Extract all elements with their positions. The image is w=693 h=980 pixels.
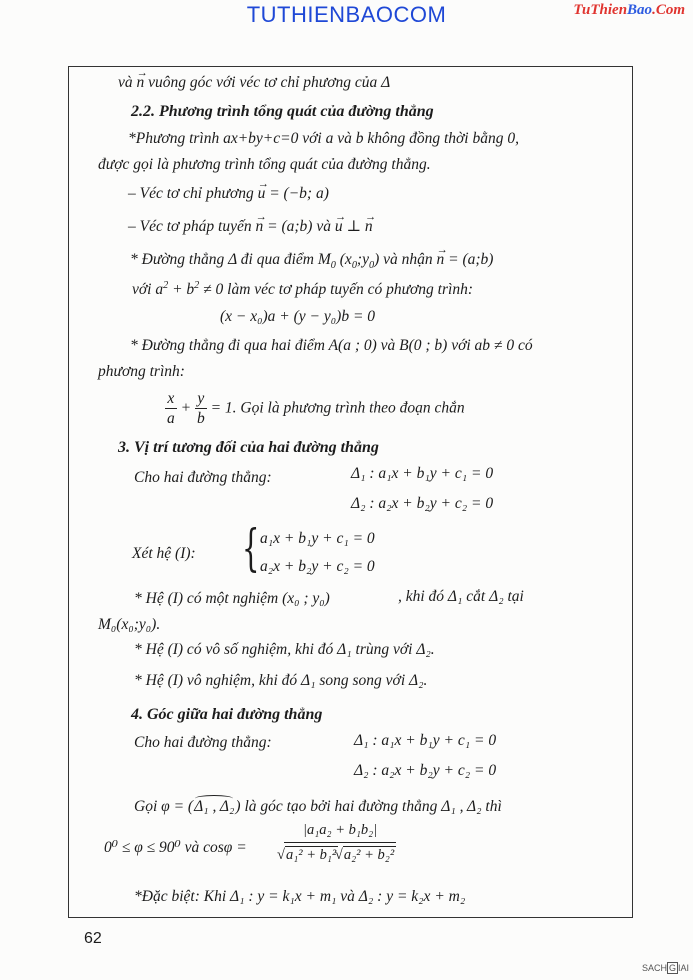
cos-numerator: |a₁a₂ + b₁b₂| bbox=[284, 822, 396, 843]
vector-n: → n bbox=[437, 252, 445, 268]
intro-line bbox=[118, 75, 390, 91]
case-one-solution: * Hệ (I) có một nghiệm (x₀ ; y₀) bbox=[134, 590, 330, 607]
point-normal-text-e: = (a;b) bbox=[444, 251, 494, 268]
cos-fraction bbox=[284, 822, 396, 864]
perp-symbol: ⊥ bbox=[342, 218, 365, 235]
general-eq-text-2: được gọi là phương trình tổng quát của đường thẳng. bbox=[98, 156, 431, 173]
normal-vector-line bbox=[128, 219, 373, 235]
point-normal-text-c: ;y bbox=[356, 251, 369, 268]
condition-c: ≠ 0 làm véc tơ pháp tuyến có phương trình: bbox=[199, 281, 473, 298]
watermark bbox=[642, 962, 689, 974]
brace-symbol: { bbox=[242, 519, 260, 577]
general-eq-text-1: *Phương trình ax+by+c=0 với a và b không đồng thời bằng 0, bbox=[128, 130, 519, 147]
denominator-a: a bbox=[167, 410, 175, 428]
intercept-equation: $\frac{x}{a}$ + $\frac{y}{b}$ = 1. Gọi là phương trình theo đoạn chắn bbox=[167, 390, 465, 428]
normal-expr: = (a;b) và bbox=[263, 218, 335, 235]
logo-part-1: TuThien bbox=[573, 2, 628, 18]
point-normal-line: * Đường thẳng Δ đi qua điểm $M_0$ $(x_0;y_0)$ và nhận → n = (a;b) bbox=[130, 252, 493, 268]
direction-label: – Véc tơ chỉ phương bbox=[128, 185, 258, 202]
direction-expr: = (−b; a) bbox=[265, 185, 329, 202]
condition-a: với a bbox=[132, 281, 164, 298]
site-logo bbox=[573, 2, 685, 19]
angle-definition bbox=[134, 799, 502, 815]
vector-n: → n bbox=[256, 219, 264, 235]
line-1-equation: Δ₁ : a₁x + b₁y + c₁ = 0 bbox=[351, 465, 494, 482]
point-normal-equation: (x − x₀)a + (y − y₀)b = 0 bbox=[220, 308, 376, 325]
case-one-intersect: , khi đó Δ₁ cắt Δ₂ tại bbox=[398, 588, 524, 605]
point-normal-text-a: * Đường thẳng Δ đi qua điểm M bbox=[130, 251, 331, 268]
two-points-text-1: * Đường thẳng đi qua hai điểm A(a ; 0) và B(0 ; b) với ab ≠ 0 có bbox=[130, 337, 533, 354]
case-one-point: M₀(x₀;y₀). bbox=[98, 616, 161, 633]
angle-arc: Δ₁ , Δ₂ bbox=[194, 798, 235, 815]
heading-2-2: 2.2. Phương trình tổng quát của đường thẳng bbox=[131, 103, 434, 120]
cos-denominator bbox=[284, 843, 396, 864]
point-normal-text-d: ) và nhận bbox=[374, 251, 437, 268]
direction-vector-line bbox=[128, 186, 329, 202]
denominator-b: b bbox=[196, 410, 205, 428]
intro-text-a: và bbox=[118, 74, 137, 91]
normal-label: – Véc tơ pháp tuyến bbox=[128, 218, 256, 235]
watermark-right: IAI bbox=[677, 963, 689, 973]
angle-range-cos: 0⁰ ≤ φ ≤ 90⁰ và cosφ = bbox=[104, 839, 247, 856]
numerator-y: y bbox=[195, 389, 207, 409]
page-number: 62 bbox=[84, 930, 102, 947]
system-label: Xét hệ (I): bbox=[132, 545, 196, 562]
line-2-equation-4: Δ₂ : a₂x + b₂y + c₂ = 0 bbox=[354, 762, 497, 779]
intro-text-b: vuông góc với véc tơ chỉ phương của Δ bbox=[144, 74, 391, 91]
angle-text-a: Gọi φ = ( bbox=[134, 798, 194, 815]
system-eq-1: a₁x + b₁y + c₁ = 0 bbox=[260, 530, 375, 547]
case-infinite-solutions: * Hệ (I) có vô số nghiệm, khi đó Δ₁ trùng với Δ₂. bbox=[134, 641, 435, 658]
case-no-solution: * Hệ (I) vô nghiệm, khi đó Δ₁ song song với Δ₂. bbox=[134, 672, 428, 689]
watermark-left: SACH bbox=[641, 963, 667, 973]
system-of-equations bbox=[242, 519, 402, 582]
point-normal-text-b: (x bbox=[335, 251, 352, 268]
fraction-y-over-b bbox=[195, 389, 207, 429]
given-two-lines-4: Cho hai đường thẳng: bbox=[134, 734, 272, 751]
logo-part-3: .Com bbox=[652, 2, 685, 18]
angle-text-b: ) là góc tạo bởi hai đường thẳng Δ₁ , Δ₂ thì bbox=[235, 798, 502, 815]
fraction-x-over-a bbox=[165, 389, 177, 429]
intercept-text: = 1. Gọi là phương trình theo đoạn chắn bbox=[206, 399, 465, 417]
site-title: TUTHIENBAOCOM bbox=[246, 2, 447, 27]
vector-n: → n bbox=[365, 219, 373, 235]
logo-part-2: Bao bbox=[627, 2, 653, 18]
two-points-text-2: phương trình: bbox=[98, 363, 185, 380]
given-two-lines: Cho hai đường thẳng: bbox=[134, 469, 272, 486]
system-eq-2: a₂x + b₂y + c₂ = 0 bbox=[260, 558, 375, 575]
watermark-box: G bbox=[668, 963, 676, 973]
vector-n: → n bbox=[137, 75, 145, 91]
nonzero-condition-line: với $a^2 + b^2 \ne 0$ làm véc tơ pháp tuyến có phương trình: bbox=[132, 279, 473, 298]
special-case: *Đặc biệt: Khi Δ₁ : y = k₁x + m₁ và Δ₂ : y = k₂x + m₂ bbox=[134, 888, 466, 905]
root-2: √ a₂² + b₂² bbox=[343, 846, 396, 864]
condition-b: + b bbox=[168, 281, 195, 298]
vector-u: → u bbox=[258, 186, 266, 202]
line-2-equation: Δ₂ : a₂x + b₂y + c₂ = 0 bbox=[351, 495, 494, 512]
root-1: √ a₁² + b₁² bbox=[285, 846, 338, 864]
vector-u: → u bbox=[335, 219, 343, 235]
heading-4: 4. Góc giữa hai đường thẳng bbox=[131, 706, 323, 723]
numerator-x: x bbox=[165, 389, 177, 409]
heading-3: 3. Vị trí tương đối của hai đường thẳng bbox=[118, 439, 379, 456]
line-1-equation-4: Δ₁ : a₁x + b₁y + c₁ = 0 bbox=[354, 732, 497, 749]
